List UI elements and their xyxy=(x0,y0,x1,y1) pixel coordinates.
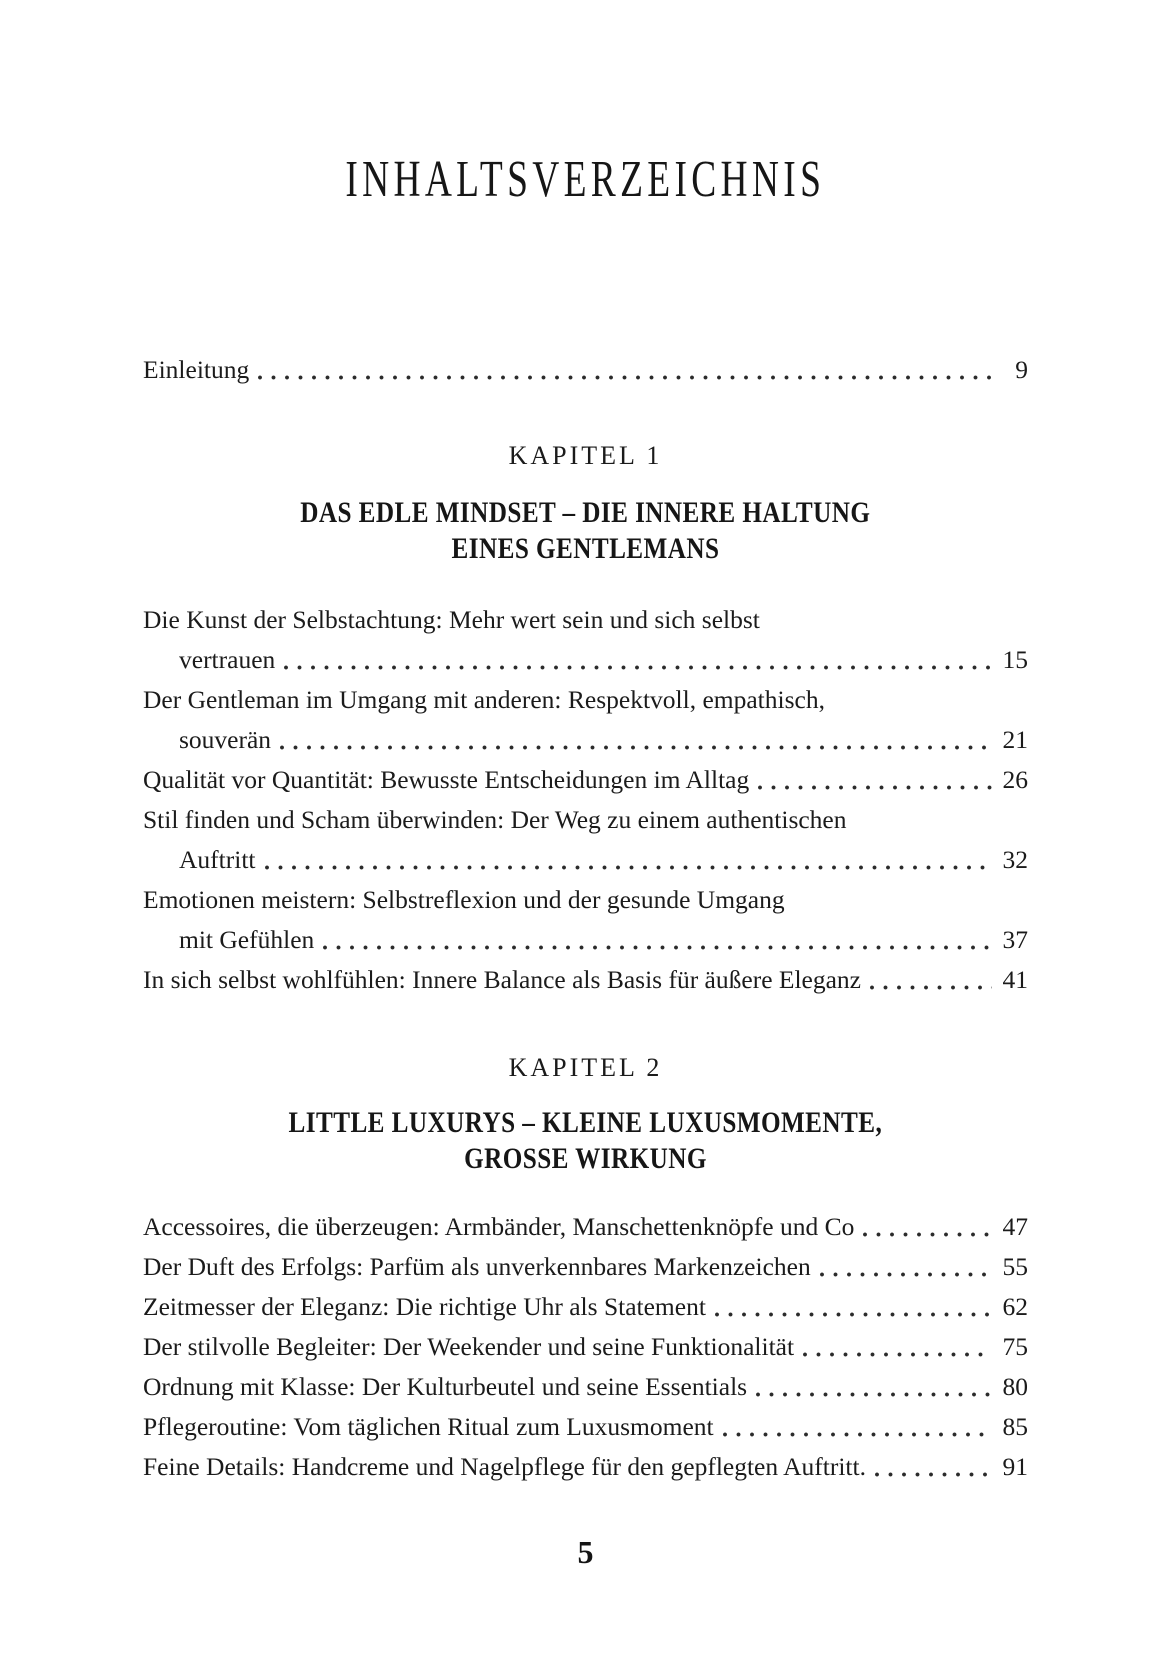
toc-entry-label: vertrauen xyxy=(179,645,276,674)
toc-entry-label: In sich selbst wohlfühlen: Innere Balance als Basis für äußere Eleganz xyxy=(143,965,861,994)
chapter-2-title-line-1: LITTLE LUXURYS – KLEINE LUXUSMOMENTE, xyxy=(288,1106,883,1139)
toc-entry xyxy=(143,1247,1028,1287)
dot-leader xyxy=(715,1287,992,1327)
dot-leader xyxy=(803,1327,992,1367)
dot-leader xyxy=(723,1407,992,1447)
toc-entry-label: Stil finden und Scham überwinden: Der Weg zu einem authentischen xyxy=(143,805,847,834)
toc-entry xyxy=(143,1447,1028,1487)
toc-entry xyxy=(143,1287,1028,1327)
dot-leader xyxy=(875,1447,992,1487)
chapter-2-title xyxy=(143,1105,1028,1177)
toc-entry-page: 75 xyxy=(1002,1332,1028,1361)
chapter-2-title-line-2: GROSSE WIRKUNG xyxy=(464,1142,707,1175)
toc-entry xyxy=(143,680,1028,720)
toc-entry-label: mit Gefühlen xyxy=(179,925,315,954)
toc-entry-page: 37 xyxy=(1002,925,1028,954)
toc-entry xyxy=(143,760,1028,800)
dot-leader xyxy=(323,920,992,960)
toc-entry xyxy=(143,600,1028,640)
toc-entry-label: Ordnung mit Klasse: Der Kulturbeutel und seine Essentials xyxy=(143,1372,748,1401)
toc-entry-label: Accessoires, die überzeugen: Armbänder, Manschettenknöpfe und Co xyxy=(143,1212,855,1241)
toc-entry-page: 85 xyxy=(1002,1412,1028,1441)
dot-leader xyxy=(756,1367,992,1407)
toc-entry xyxy=(143,800,1028,840)
toc-entry-label: Feine Details: Handcreme und Nagelpflege für den gepflegten Auftritt. xyxy=(143,1452,866,1481)
toc-entry-label: Auftritt xyxy=(179,845,256,874)
toc-entry xyxy=(143,1407,1028,1447)
toc-entry-page: 21 xyxy=(1002,725,1028,754)
dot-leader xyxy=(258,350,992,390)
toc-entry-page: 32 xyxy=(1002,845,1028,874)
toc-entry-page: 26 xyxy=(1002,765,1028,794)
dot-leader xyxy=(284,640,992,680)
toc-entry-page: 91 xyxy=(1002,1452,1028,1481)
toc-entry xyxy=(143,960,1028,1000)
toc-entry-label: Emotionen meistern: Selbstreflexion und der gesunde Umgang xyxy=(143,885,785,914)
toc-entry-page: 80 xyxy=(1002,1372,1028,1401)
toc-entry-label: Der Duft des Erfolgs: Parfüm als unverkennbares Markenzeichen xyxy=(143,1252,811,1281)
toc-entry-page: 62 xyxy=(1002,1292,1028,1321)
toc-entry-label: Zeitmesser der Eleganz: Die richtige Uhr als Statement xyxy=(143,1292,706,1321)
toc-entry-continuation xyxy=(143,840,1028,880)
toc-entry-label: Pflegeroutine: Vom täglichen Ritual zum Luxusmoment xyxy=(143,1412,714,1441)
toc-entry-continuation xyxy=(143,920,1028,960)
dot-leader xyxy=(265,840,993,880)
dot-leader xyxy=(863,1207,992,1247)
toc-entry-label: souverän xyxy=(179,725,272,754)
folio-page-number: 5 xyxy=(577,1534,594,1570)
toc-entry-page: 47 xyxy=(1002,1212,1028,1241)
chapter-1-title xyxy=(143,495,1028,567)
toc-entry-page: 15 xyxy=(1002,645,1028,674)
toc-entry xyxy=(143,1367,1028,1407)
chapter-1-entries xyxy=(143,600,1028,1000)
dot-leader xyxy=(820,1247,992,1287)
toc-entry-page: 55 xyxy=(1002,1252,1028,1281)
toc-entry-einleitung xyxy=(143,350,1028,390)
toc-entry-page: 9 xyxy=(1015,355,1028,384)
chapter-1-title-line-1: DAS EDLE MINDSET – DIE INNERE HALTUNG xyxy=(300,496,871,529)
chapter-1-kicker: KAPITEL 1 xyxy=(508,441,663,470)
toc-entry-label: Der stilvolle Begleiter: Der Weekender und seine Funktionalität xyxy=(143,1332,795,1361)
page-title xyxy=(143,150,1028,210)
toc-entry-continuation xyxy=(143,640,1028,680)
chapter-2-kicker: KAPITEL 2 xyxy=(508,1053,663,1082)
page-title-text: INHALTSVERZEICHNIS xyxy=(345,151,826,208)
toc-entry-label: Einleitung xyxy=(143,355,250,384)
toc-entry xyxy=(143,1207,1028,1247)
toc-entry xyxy=(143,1327,1028,1367)
toc-entry-label: Die Kunst der Selbstachtung: Mehr wert sein und sich selbst xyxy=(143,605,760,634)
chapter-2-entries xyxy=(143,1207,1028,1487)
dot-leader xyxy=(758,760,992,800)
dot-leader xyxy=(870,960,992,1000)
toc-entry-page: 41 xyxy=(1002,965,1028,994)
toc-entry xyxy=(143,880,1028,920)
toc-entry-label: Qualität vor Quantität: Bewusste Entscheidungen im Alltag xyxy=(143,765,750,794)
dot-leader xyxy=(280,720,992,760)
toc-entry-label: Der Gentleman im Umgang mit anderen: Respektvoll, empathisch, xyxy=(143,685,825,714)
chapter-1-title-line-2: EINES GENTLEMANS xyxy=(451,532,720,565)
toc-entry-continuation xyxy=(143,720,1028,760)
